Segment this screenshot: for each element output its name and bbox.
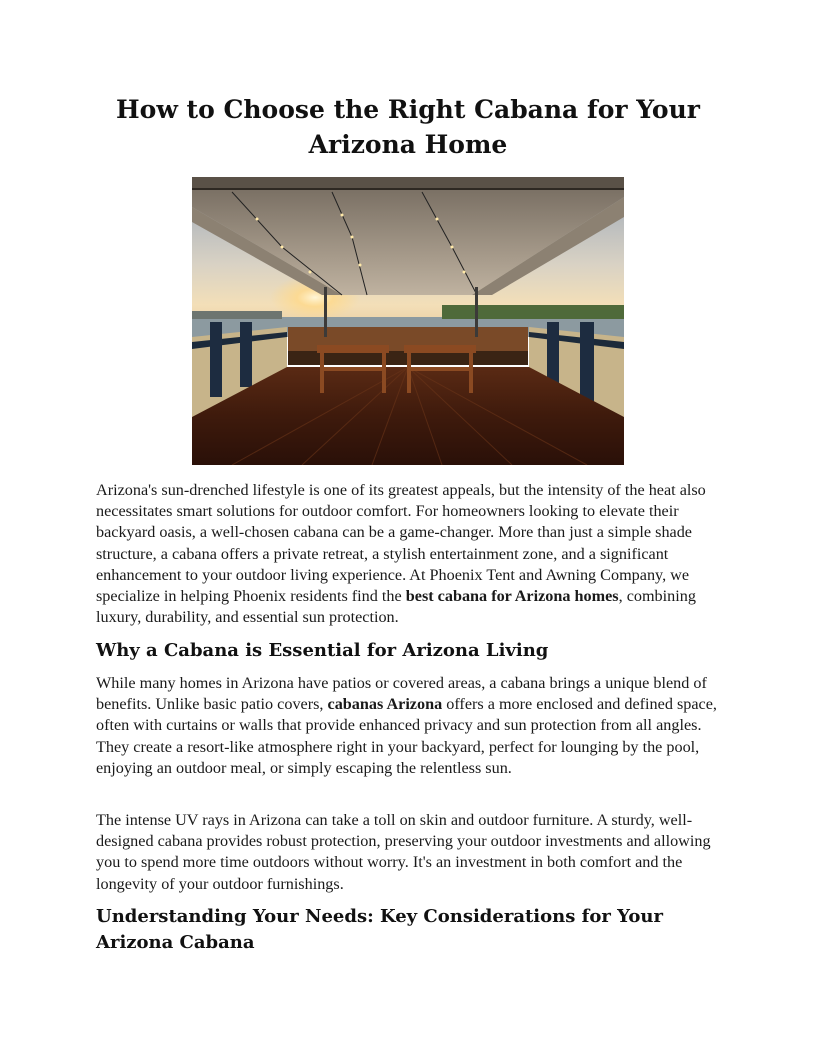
bold-keyword: cabanas Arizona <box>327 695 443 714</box>
bold-keyword: best cabana for Arizona homes <box>405 587 619 606</box>
hero-image <box>192 177 624 465</box>
section-heading-why: Why a Cabana is Essential for Arizona Living <box>96 640 549 661</box>
section-heading-needs: Understanding Your Needs: Key Considerations for Your Arizona Cabana <box>96 906 663 953</box>
why-paragraph: While many homes in Arizona have patios or covered areas, a cabana brings a unique blend of benefits. Unlike basic patio covers, cabanas Arizona offers a more enclosed and defined space, often with curtains or walls that provide enhanced privacy and sun protection from all angles. They create a resort-like atmosphere right in your backyard, perfect for lounging by the pool, enjoying an outdoor meal, or simply escaping the relentless sun. <box>96 674 717 777</box>
intro-paragraph: Arizona's sun-drenched lifestyle is one of its greatest appeals, but the intensity of the heat also necessitates smart solutions for outdoor comfort. For homeowners looking to elevate their backyard oasis, a well-chosen cabana can be a game-changer. More than just a simple shade structure, a cabana offers a private retreat, a stylish entertainment zone, and a significant enhancement to your outdoor living experience. At Phoenix Tent and Awning Company, we specialize in helping Phoenix residents find the best cabana for Arizona homes, combining luxury, durability, and essential sun protection. <box>96 481 706 627</box>
page-title: How to Choose the Right Cabana for Your Arizona Home <box>116 95 700 159</box>
uv-paragraph: The intense UV rays in Arizona can take a toll on skin and outdoor furniture. A sturdy, well-designed cabana provides robust protection, preserving your outdoor investments and allowing you to spend more time outdoors without worry. It's an investment in both comfort and the longevity of your outdoor furnishings. <box>96 811 711 893</box>
